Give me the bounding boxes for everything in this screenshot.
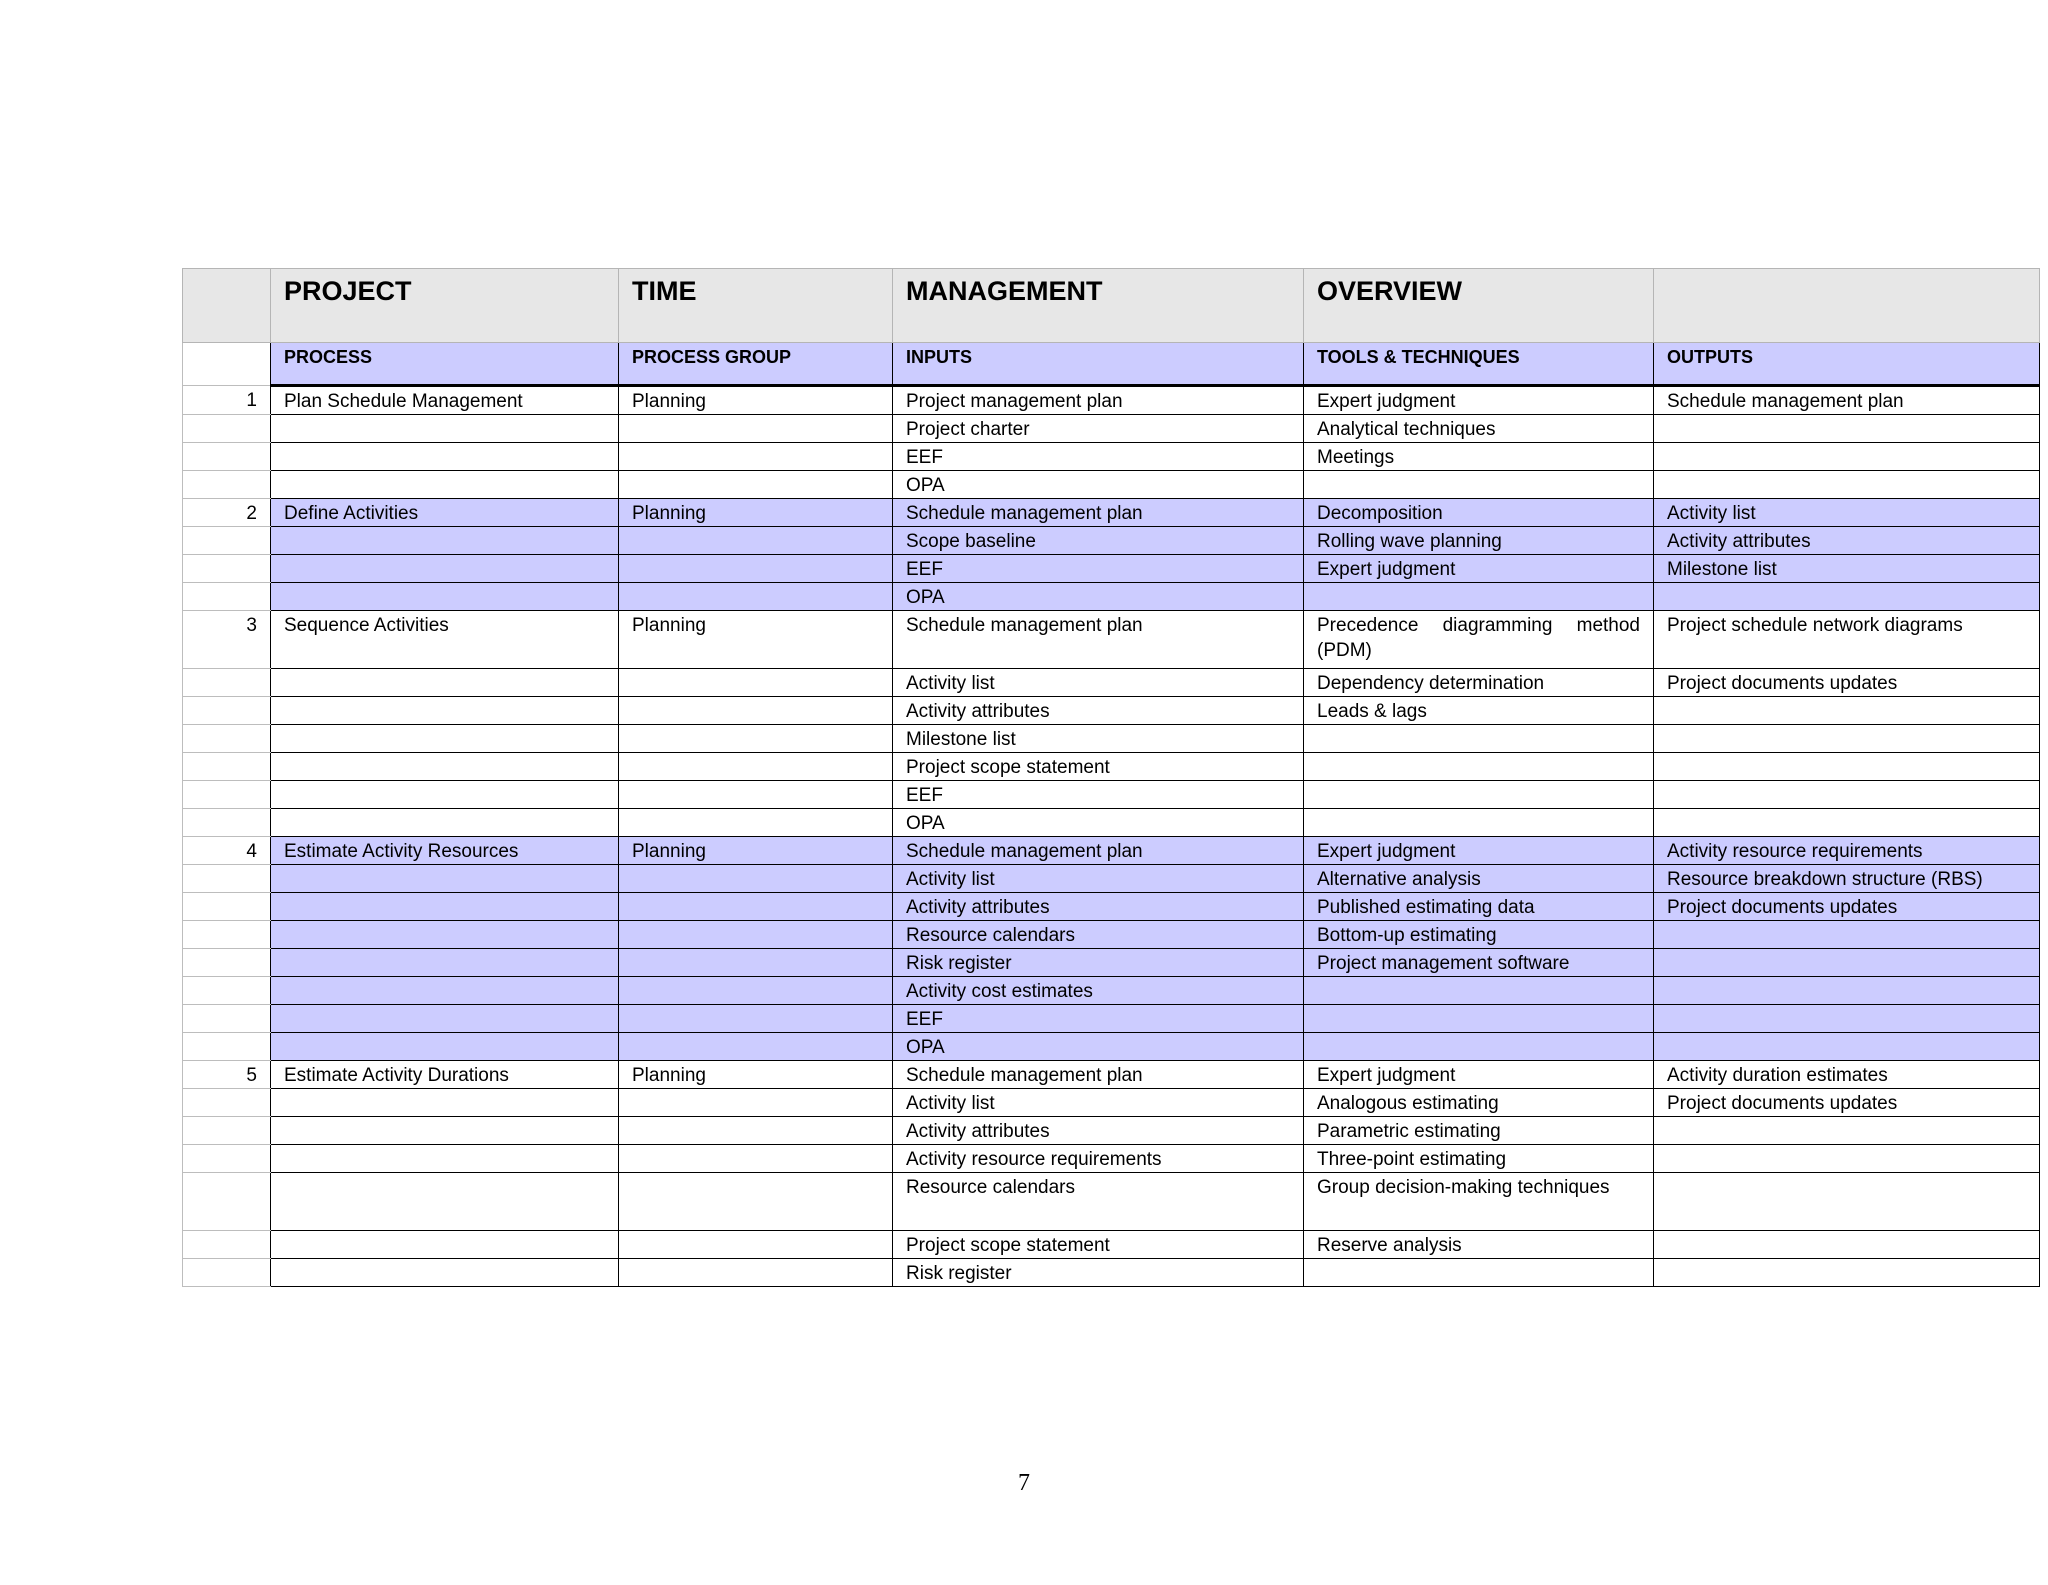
table-row: [183, 611, 2040, 669]
tool-technique-cell: Parametric estimating: [1304, 1117, 1654, 1145]
table-row: [183, 669, 2040, 697]
table-row: [183, 865, 2040, 893]
output-cell: Resource breakdown structure (RBS): [1654, 865, 2040, 893]
output-cell: [1654, 1033, 2040, 1061]
input-cell: EEF: [893, 781, 1304, 809]
output-cell: [1654, 1005, 2040, 1033]
row-number-cell: [183, 949, 271, 977]
output-cell: [1654, 725, 2040, 753]
output-cell: Schedule management plan: [1654, 386, 2040, 415]
input-cell: EEF: [893, 555, 1304, 583]
output-cell: [1654, 1259, 2040, 1287]
output-cell: [1654, 1145, 2040, 1173]
process-cell: [271, 949, 619, 977]
column-header-process-group: PROCESS GROUP: [619, 343, 893, 386]
input-cell: Resource calendars: [893, 1173, 1304, 1231]
output-cell: Project schedule network diagrams: [1654, 611, 2040, 669]
table-row: [183, 837, 2040, 865]
page-number: 7: [1018, 1470, 1030, 1496]
row-number-cell: [183, 977, 271, 1005]
output-cell: Project documents updates: [1654, 893, 2040, 921]
table-row: [183, 1005, 2040, 1033]
row-number-cell: [183, 893, 271, 921]
tool-technique-cell: Bottom-up estimating: [1304, 921, 1654, 949]
tool-technique-cell: Decomposition: [1304, 499, 1654, 527]
output-cell: [1654, 697, 2040, 725]
process-group-cell: [619, 669, 893, 697]
input-cell: Activity list: [893, 865, 1304, 893]
table-row: [183, 527, 2040, 555]
project-time-management-table: [182, 268, 2040, 1287]
process-group-cell: [619, 697, 893, 725]
process-cell: [271, 809, 619, 837]
process-group-cell: Planning: [619, 499, 893, 527]
input-cell: Scope baseline: [893, 527, 1304, 555]
process-group-cell: [619, 1173, 893, 1231]
output-cell: Project documents updates: [1654, 1089, 2040, 1117]
row-number-cell: [183, 1033, 271, 1061]
input-cell: OPA: [893, 583, 1304, 611]
tool-technique-cell: [1304, 781, 1654, 809]
process-cell: [271, 977, 619, 1005]
input-cell: Activity attributes: [893, 1117, 1304, 1145]
column-header-row: [183, 343, 2040, 386]
column-header-process: PROCESS: [271, 343, 619, 386]
process-group-cell: [619, 893, 893, 921]
table-row: [183, 471, 2040, 499]
tool-technique-cell: Analytical techniques: [1304, 415, 1654, 443]
input-cell: Project scope statement: [893, 1231, 1304, 1259]
process-group-cell: [619, 1145, 893, 1173]
row-number-cell: [183, 471, 271, 499]
row-number-cell: 3: [183, 611, 271, 669]
process-cell: [271, 471, 619, 499]
input-cell: Resource calendars: [893, 921, 1304, 949]
process-cell: [271, 725, 619, 753]
output-cell: [1654, 809, 2040, 837]
tool-technique-cell: Alternative analysis: [1304, 865, 1654, 893]
input-cell: OPA: [893, 809, 1304, 837]
input-cell: Project management plan: [893, 386, 1304, 415]
input-cell: Risk register: [893, 949, 1304, 977]
process-cell: [271, 1089, 619, 1117]
output-cell: [1654, 949, 2040, 977]
process-group-cell: [619, 555, 893, 583]
process-cell: [271, 555, 619, 583]
process-group-cell: [619, 921, 893, 949]
column-header-outputs: OUTPUTS: [1654, 343, 2040, 386]
tool-technique-cell: Expert judgment: [1304, 386, 1654, 415]
row-number-cell: [183, 1005, 271, 1033]
process-group-cell: [619, 781, 893, 809]
tool-technique-cell: [1304, 725, 1654, 753]
row-number-cell: [183, 697, 271, 725]
process-group-cell: [619, 725, 893, 753]
title-cell-overview: OVERVIEW: [1304, 269, 1654, 343]
input-cell: Activity cost estimates: [893, 977, 1304, 1005]
process-cell: [271, 1145, 619, 1173]
row-number-cell: [183, 809, 271, 837]
output-cell: [1654, 753, 2040, 781]
output-cell: [1654, 583, 2040, 611]
process-cell: [271, 865, 619, 893]
tool-technique-cell: Published estimating data: [1304, 893, 1654, 921]
table-row: [183, 1145, 2040, 1173]
tool-technique-cell: Three-point estimating: [1304, 1145, 1654, 1173]
table-row: [183, 1061, 2040, 1089]
output-cell: Project documents updates: [1654, 669, 2040, 697]
row-number-cell: [183, 921, 271, 949]
table-row: [183, 1033, 2040, 1061]
process-group-cell: [619, 1117, 893, 1145]
process-cell: Define Activities: [271, 499, 619, 527]
row-number-cell: [183, 1145, 271, 1173]
output-cell: [1654, 1117, 2040, 1145]
input-cell: Activity attributes: [893, 697, 1304, 725]
title-cell-time: TIME: [619, 269, 893, 343]
output-cell: [1654, 1173, 2040, 1231]
input-cell: Activity list: [893, 669, 1304, 697]
table-row: [183, 949, 2040, 977]
row-number-cell: [183, 443, 271, 471]
process-cell: Estimate Activity Resources: [271, 837, 619, 865]
process-group-cell: [619, 949, 893, 977]
process-cell: [271, 415, 619, 443]
process-cell: Estimate Activity Durations: [271, 1061, 619, 1089]
table-row: [183, 921, 2040, 949]
process-group-cell: [619, 753, 893, 781]
header-index-cell: [183, 343, 271, 386]
process-group-cell: [619, 1089, 893, 1117]
column-header-inputs: INPUTS: [893, 343, 1304, 386]
output-cell: Activity duration estimates: [1654, 1061, 2040, 1089]
output-cell: [1654, 415, 2040, 443]
process-cell: [271, 1033, 619, 1061]
title-cell-blank: [1654, 269, 2040, 343]
row-number-cell: [183, 781, 271, 809]
row-number-cell: [183, 725, 271, 753]
output-cell: [1654, 977, 2040, 1005]
input-cell: EEF: [893, 1005, 1304, 1033]
output-cell: [1654, 471, 2040, 499]
process-cell: [271, 921, 619, 949]
process-group-cell: [619, 865, 893, 893]
process-group-cell: [619, 809, 893, 837]
tool-technique-cell: Analogous estimating: [1304, 1089, 1654, 1117]
tool-technique-cell: Project management software: [1304, 949, 1654, 977]
title-index-cell: [183, 269, 271, 343]
tool-technique-cell: [1304, 753, 1654, 781]
tool-technique-cell: [1304, 1259, 1654, 1287]
process-cell: [271, 583, 619, 611]
row-number-cell: 5: [183, 1061, 271, 1089]
row-number-cell: [183, 527, 271, 555]
process-cell: [271, 753, 619, 781]
tool-technique-cell: [1304, 809, 1654, 837]
tool-technique-cell: Precedence diagramming method (PDM): [1304, 611, 1654, 669]
tool-technique-cell: Expert judgment: [1304, 1061, 1654, 1089]
tool-technique-cell: Rolling wave planning: [1304, 527, 1654, 555]
table-row: [183, 499, 2040, 527]
tool-technique-cell: [1304, 1005, 1654, 1033]
input-cell: Activity attributes: [893, 893, 1304, 921]
row-number-cell: [183, 1173, 271, 1231]
process-group-cell: Planning: [619, 837, 893, 865]
tool-technique-cell: Expert judgment: [1304, 837, 1654, 865]
output-cell: [1654, 1231, 2040, 1259]
table-row: [183, 753, 2040, 781]
tool-technique-cell: Expert judgment: [1304, 555, 1654, 583]
input-cell: Risk register: [893, 1259, 1304, 1287]
tool-technique-cell: [1304, 583, 1654, 611]
process-group-cell: [619, 1005, 893, 1033]
process-cell: [271, 669, 619, 697]
row-number-cell: 4: [183, 837, 271, 865]
process-group-cell: [619, 1033, 893, 1061]
process-cell: [271, 1173, 619, 1231]
table-row: [183, 1089, 2040, 1117]
table-row: [183, 555, 2040, 583]
process-group-cell: Planning: [619, 611, 893, 669]
process-cell: [271, 697, 619, 725]
output-cell: Activity list: [1654, 499, 2040, 527]
table-row: [183, 977, 2040, 1005]
process-group-cell: [619, 1231, 893, 1259]
tool-technique-cell: [1304, 1033, 1654, 1061]
process-cell: [271, 1259, 619, 1287]
table-row: [183, 893, 2040, 921]
table-row: [183, 1231, 2040, 1259]
process-group-cell: [619, 583, 893, 611]
process-group-cell: [619, 977, 893, 1005]
row-number-cell: [183, 1259, 271, 1287]
title-cell-project: PROJECT: [271, 269, 619, 343]
process-cell: [271, 527, 619, 555]
process-cell: [271, 443, 619, 471]
tool-technique-cell: [1304, 471, 1654, 499]
table-row: [183, 386, 2040, 415]
row-number-cell: [183, 1089, 271, 1117]
table-row: [183, 1173, 2040, 1231]
row-number-cell: [183, 865, 271, 893]
output-cell: [1654, 921, 2040, 949]
process-cell: [271, 1117, 619, 1145]
row-number-cell: [183, 1117, 271, 1145]
table-row: [183, 1259, 2040, 1287]
title-cell-management: MANAGEMENT: [893, 269, 1304, 343]
output-cell: [1654, 781, 2040, 809]
process-cell: [271, 1005, 619, 1033]
process-cell: [271, 1231, 619, 1259]
input-cell: Project scope statement: [893, 753, 1304, 781]
row-number-cell: [183, 583, 271, 611]
table-row: [183, 809, 2040, 837]
input-cell: OPA: [893, 471, 1304, 499]
table-row: [183, 1117, 2040, 1145]
tool-technique-cell: Leads & lags: [1304, 697, 1654, 725]
output-cell: [1654, 443, 2040, 471]
table-row: [183, 583, 2040, 611]
table-row: [183, 781, 2040, 809]
tool-technique-cell: Group decision-making techniques: [1304, 1173, 1654, 1231]
process-cell: Plan Schedule Management: [271, 386, 619, 415]
tool-technique-cell: Reserve analysis: [1304, 1231, 1654, 1259]
input-cell: Project charter: [893, 415, 1304, 443]
table-row: [183, 697, 2040, 725]
process-group-cell: [619, 415, 893, 443]
process-group-cell: Planning: [619, 1061, 893, 1089]
process-cell: [271, 893, 619, 921]
row-number-cell: 2: [183, 499, 271, 527]
input-cell: OPA: [893, 1033, 1304, 1061]
input-cell: Schedule management plan: [893, 1061, 1304, 1089]
process-group-cell: [619, 1259, 893, 1287]
tool-technique-cell: Meetings: [1304, 443, 1654, 471]
tool-technique-cell: [1304, 977, 1654, 1005]
process-cell: [271, 781, 619, 809]
input-cell: Schedule management plan: [893, 837, 1304, 865]
row-number-cell: [183, 415, 271, 443]
row-number-cell: [183, 669, 271, 697]
input-cell: Milestone list: [893, 725, 1304, 753]
row-number-cell: 1: [183, 386, 271, 415]
output-cell: Activity attributes: [1654, 527, 2040, 555]
row-number-cell: [183, 555, 271, 583]
process-group-cell: [619, 471, 893, 499]
row-number-cell: [183, 753, 271, 781]
column-header-tools-techniques: TOOLS & TECHNIQUES: [1304, 343, 1654, 386]
process-group-cell: Planning: [619, 386, 893, 415]
output-cell: Milestone list: [1654, 555, 2040, 583]
table-row: [183, 443, 2040, 471]
row-number-cell: [183, 1231, 271, 1259]
process-cell: Sequence Activities: [271, 611, 619, 669]
output-cell: Activity resource requirements: [1654, 837, 2040, 865]
input-cell: Activity resource requirements: [893, 1145, 1304, 1173]
process-group-cell: [619, 527, 893, 555]
process-group-cell: [619, 443, 893, 471]
input-cell: Schedule management plan: [893, 611, 1304, 669]
input-cell: Schedule management plan: [893, 499, 1304, 527]
table-row: [183, 415, 2040, 443]
tool-technique-cell: Dependency determination: [1304, 669, 1654, 697]
input-cell: EEF: [893, 443, 1304, 471]
table-row: [183, 725, 2040, 753]
input-cell: Activity list: [893, 1089, 1304, 1117]
title-row: [183, 269, 2040, 343]
